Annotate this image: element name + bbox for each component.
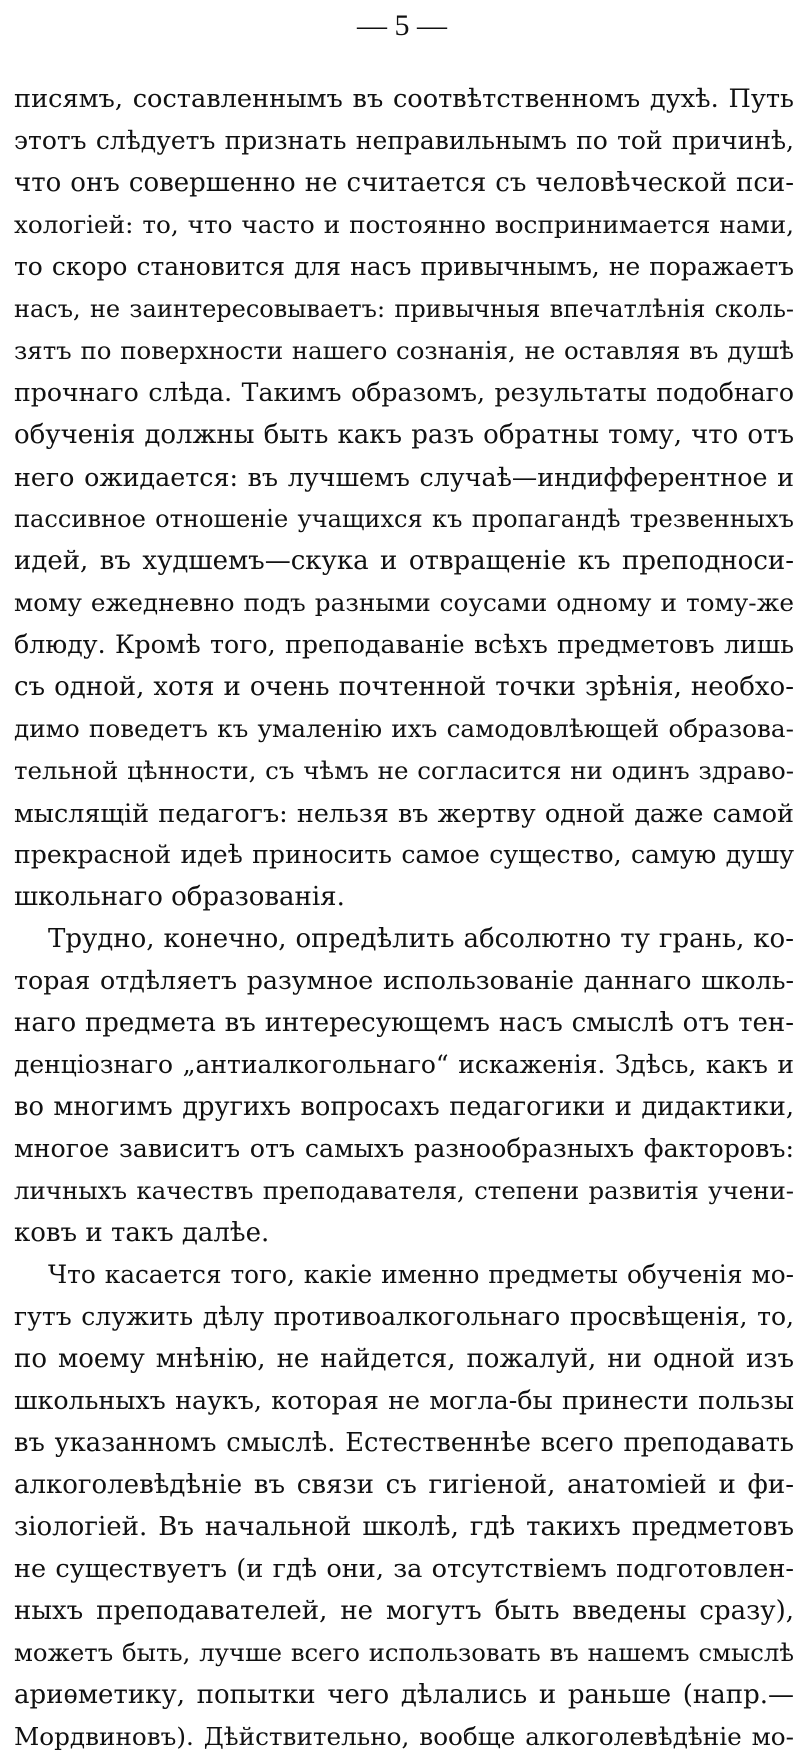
text-line: въ указанномъ смыслѣ. Естественнѣе всего преподавать [14, 1428, 794, 1458]
text-line: Мордвиновъ). Дѣйствительно, вообще алкоголевѣдѣніе мо- [14, 1722, 794, 1751]
text-line: этотъ слѣдуетъ признать неправильнымъ по той причинѣ, [14, 126, 794, 155]
text-line: ковъ и такъ далѣе. [14, 1218, 270, 1248]
text-line: прочнаго слѣда. Такимъ образомъ, результаты подобнаго [14, 378, 794, 407]
page-number: — 5 — [357, 9, 447, 42]
text-line: пассивное отношеніе учащихся къ пропагандѣ трезвенныхъ [14, 505, 794, 533]
text-line: что онъ совершенно не считается съ человѣческой пси- [14, 168, 794, 198]
text-line: гутъ служить дѣлу противоалкогольнаго просвѣщенія, то, [14, 1302, 794, 1331]
text-line: мому ежедневно подъ разными соусами одному и тому-же [14, 588, 794, 617]
text-line: не существуетъ (и гдѣ они, за отсутствіемъ подготовлен- [14, 1554, 794, 1584]
text-line: многое зависитъ отъ самыхъ разнообразныхъ факторовъ: [14, 1134, 794, 1163]
text-line: блюду. Кромѣ того, преподаваніе всѣхъ предметовъ лишь [14, 630, 794, 659]
text-line: ныхъ преподавателей, не могутъ быть введены сразу), [14, 1596, 794, 1626]
text-line: идей, въ худшемъ—скука и отвращеніе къ преподноси- [14, 546, 794, 576]
text-line: денціознаго „антиалкогольнаго“ искаженія. Здѣсь, какъ и [14, 1050, 794, 1079]
text-line: хологіей: то, что часто и постоянно воспринимается нами, [14, 210, 794, 239]
text-line: прекрасной идеѣ приносить самое существо, самую душу [14, 840, 794, 869]
text-line: насъ, не заинтересовываетъ: привычныя впечатлѣнія сколь- [14, 295, 794, 323]
text-line: ариѳметику, попытки чего дѣлались и раньше (напр.— [14, 1680, 794, 1710]
text-line: тельной цѣнности, съ чѣмъ не согласится ни одинъ здраво- [14, 756, 794, 785]
text-line: зятъ по поверхности нашего сознанія, не оставляя въ душѣ [14, 336, 794, 365]
text-body [14, 78, 794, 1758]
text-line: наго предмета въ интересующемъ насъ смыслѣ отъ тен- [14, 1008, 794, 1038]
text-line: зіологіей. Въ начальной школѣ, гдѣ такихъ предметовъ [14, 1512, 794, 1542]
paragraph-2 [14, 918, 794, 1254]
text-line: обученія должны быть какъ разъ обратны тому, что отъ [14, 420, 794, 450]
text-line: Что касается того, какіе именно предметы обученія мо- [48, 1260, 794, 1289]
text-line: съ одной, хотя и очень почтенной точки зрѣнія, необхо- [14, 672, 794, 702]
paragraph-1 [14, 78, 794, 918]
text-line: него ожидается: въ лучшемъ случаѣ—индифферентное и [14, 462, 794, 492]
text-line: писямъ, составленнымъ въ соотвѣтственномъ духѣ. Путь [14, 84, 794, 114]
text-line: Трудно, конечно, опредѣлить абсолютно ту грань, ко- [48, 924, 794, 954]
text-line: торая отдѣляетъ разумное использованіе даннаго школь- [14, 966, 794, 995]
text-line: во многимъ другихъ вопросахъ педагогики и дидактики, [14, 1092, 794, 1122]
text-line: личныхъ качествъ преподавателя, степени развитія учени- [14, 1176, 794, 1205]
text-line: мыслящій педагогъ: нельзя въ жертву одной даже самой [14, 798, 794, 828]
text-line: можетъ быть, лучше всего использовать въ нашемъ смыслѣ [14, 1638, 794, 1667]
text-line: школьныхъ наукъ, которая не могла-бы принести пользы [14, 1386, 794, 1415]
text-line: школьнаго образованія. [14, 882, 345, 912]
paragraph-3 [14, 1254, 794, 1758]
text-line: алкоголевѣдѣніе въ связи съ гигіеной, анатоміей и фи- [14, 1470, 794, 1500]
text-line: то скоро становится для насъ привычнымъ, не поражаетъ [14, 252, 794, 281]
text-line: димо поведетъ къ умаленію ихъ самодовлѣющей образова- [14, 714, 794, 743]
text-line: по моему мнѣнію, не найдется, пожалуй, ни одной изъ [14, 1344, 794, 1374]
